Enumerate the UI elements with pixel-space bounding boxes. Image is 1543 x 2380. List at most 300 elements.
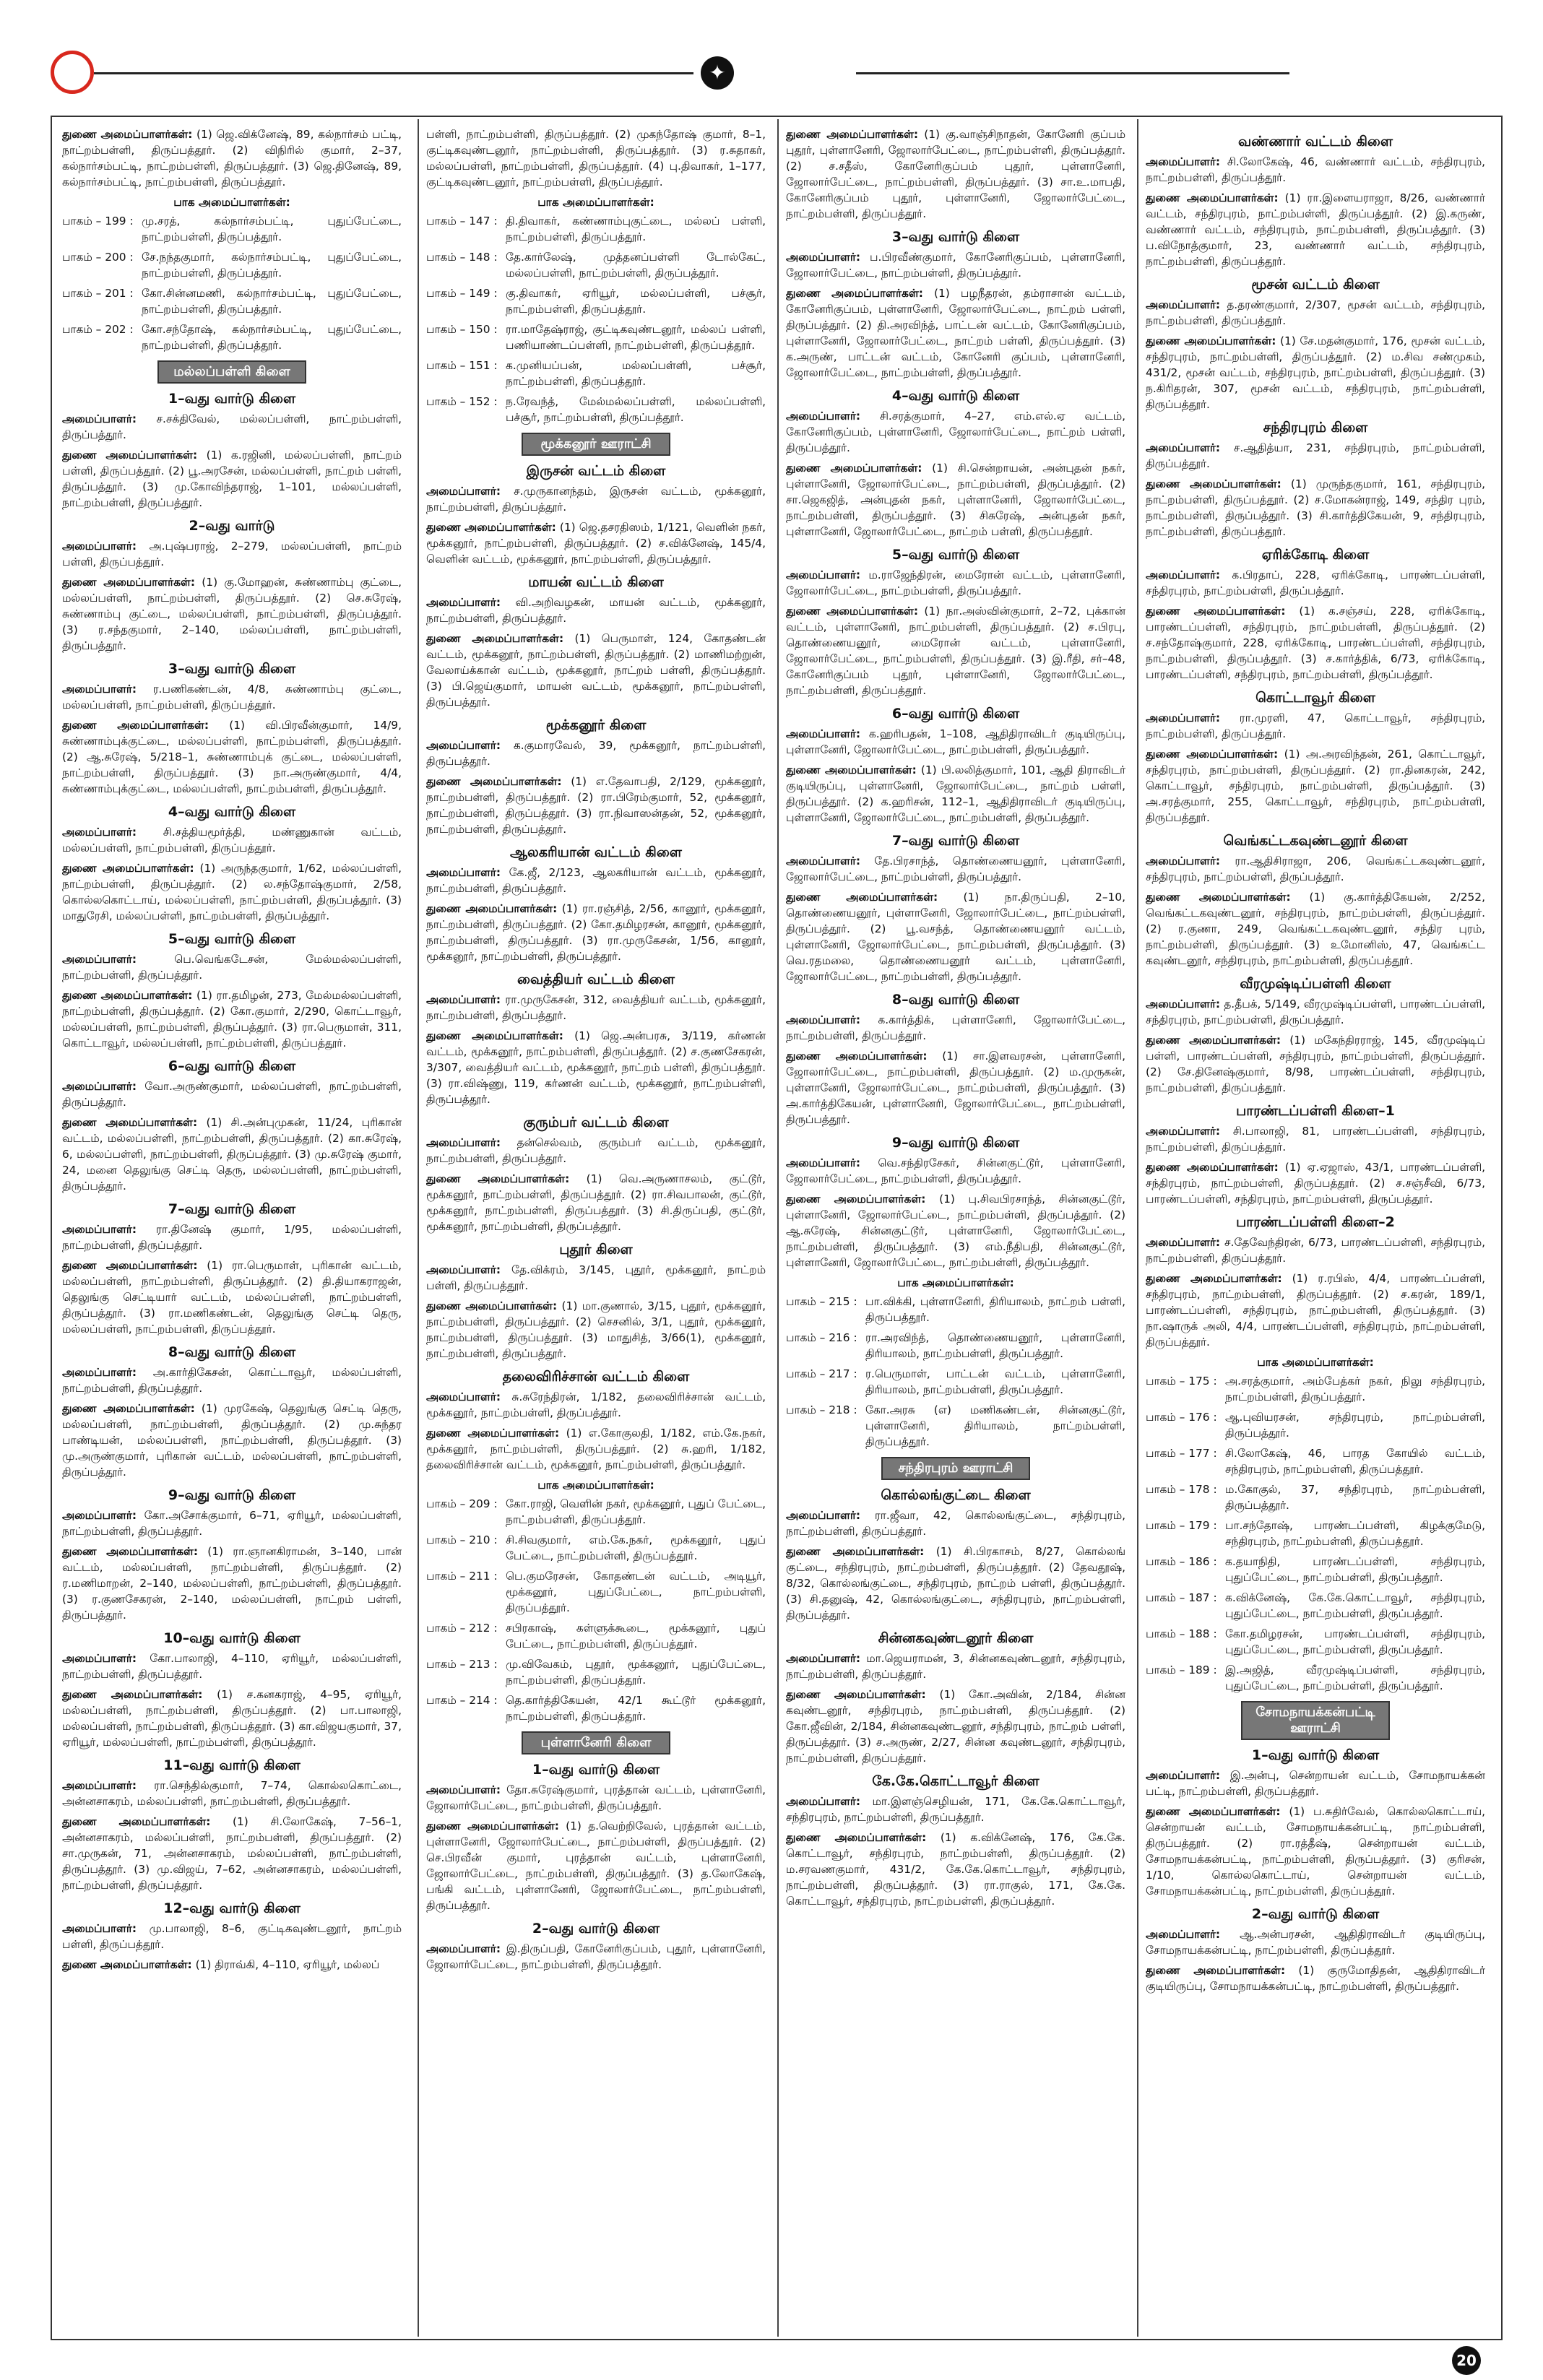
role-label: துணை அமைப்பாளர்கள்: [786,128,919,141]
member-entry [786,1012,1125,1044]
part-row [62,285,402,317]
role-label: துணை அமைப்பாளர்கள்: [1146,605,1286,618]
branch-heading: மூக்கனூர் கிளை [545,717,647,733]
member-entry [1146,567,1485,599]
role-label: துணை அமைப்பாளர்கள்: [62,989,193,1002]
part-number: பாகம் – 212 : [426,1622,498,1635]
branch-heading: 11–வது வார்டு கிளை [163,1757,301,1773]
branch-heading: பாரண்டப்பள்ளி கிளை–1 [1236,1103,1395,1119]
role-label: துணை அமைப்பாளர்கள்: [62,128,193,141]
branch-heading: கொட்டாவூர் கிளை [1255,690,1375,706]
role-label: அமைப்பாளர்: [1146,711,1221,724]
part-row [426,1568,766,1616]
member-entry [1146,1271,1485,1350]
masthead-rule-right [856,72,1289,74]
branch-heading: 3–வது வார்டு கிளை [168,661,296,677]
part-text: பா.விக்கி, புள்ளானேரி, திரியாலம், நாட்றம் பள்ளி, திருப்பத்தூர். [865,1295,1125,1324]
role-label: அமைப்பாளர்: [1146,1769,1221,1782]
member-entry [62,1687,402,1750]
part-text: சி.லோகேஷ், 46, பாரத கோயில் வட்டம், சந்திரபுரம், நாட்றம்பள்ளி, திருப்பத்தூர். [1225,1447,1485,1476]
part-text: அ.சரத்குமார், அம்பேத்கர் நகர், நிலு சந்திரபுரம், நாட்றம்பள்ளி, திருப்பத்தூர். [1225,1375,1485,1403]
entry-text: தே.பிரசாந்த், தொண்ணையனூர், புள்ளானேரி, ஜோலார்பேட்டை, நாட்றம்பள்ளி, திருப்பத்தூர். [786,854,1125,883]
entry-text: (1) திராவ்கி, 4–110, ஏரியூர், மல்லப் [195,1958,380,1971]
role-label: துணை அமைப்பாளர்கள்: [786,1545,925,1558]
role-label: அமைப்பாளர்: [1146,1928,1221,1941]
role-label: அமைப்பாளர்: [786,1013,861,1026]
role-label: துணை அமைப்பாளர்கள்: [786,891,938,904]
role-label: அமைப்பாளர்: [786,1509,861,1522]
branch-heading: ஏரிக்கோடி கிளை [1261,547,1370,563]
part-number: பாகம் – 178 : [1146,1483,1217,1496]
member-entry [62,1544,402,1623]
entry-text: தே.விக்ரம், 3/145, புதூர், மூக்கனூர், நாட்றம் பள்ளி, திருப்பத்தூர். [426,1263,766,1292]
part-number: பாகம் – 177 : [1146,1447,1217,1460]
entry-text: (1) நா.திருப்பதி, 2–10, தொண்ணையனூர், புள்ளானேரி, ஜோலார்பேட்டை, நாட்றம்பள்ளி, திருப்பத்தூர். (2) பூ.வசந்த், தொண்ணையனூர் வட்டம், புள்ளானேரி, ஜோலார்பேட்டை, நாட்றம்பள்ளி, திருப்பத்தூர். (3) வெ.ரதமலை, தொண்ணையனூர் வட்டம், புள்ளானேரி, ஜோலார்பேட்டை, நாட்றம்பள்ளி, திருப்பத்தூர். [786,891,1125,983]
branch-heading: மாயன் வட்டம் கிளை [528,574,664,590]
member-entry [1146,1804,1485,1899]
entry-text: (1) கு.மோஹன், சுண்ணாம்பு குட்டை, மல்லப்பள்ளி, நாட்றம்பள்ளி, திருப்பத்தூர். (2) செ.சுரேஷ், சுண்ணாம்பு குட்டை, மல்லப்பள்ளி, நாட்றம்பள்ளி, திருப்பத்தூர். (3) ர.சந்தகுமார், 2–140, மல்லப்பள்ளி, நாட்றம்பள்ளி, திருப்பத்தூர். [62,576,402,652]
branch-heading: 5–வது வார்டு கிளை [168,931,296,947]
branch-heading: 2–வது வார்டு கிளை [1251,1906,1380,1922]
role-label: துணை அமைப்பாளர்கள்: [786,1193,926,1206]
role-label: துணை அமைப்பாளர்கள்: [786,763,917,776]
member-entry [426,865,766,896]
part-text: சே.நந்தகுமார், கல்நார்சம்பட்டி, புதுப்பேட்டை, நாட்றம்பள்ளி, திருப்பத்தூர். [142,251,402,280]
entry-text: த.தீபக், 5/149, வீரமுஷ்டிப்பள்ளி, பாரண்டப்பள்ளி, சந்திரபுரம், நாட்றம்பள்ளி, திருப்பத்தூர். [1146,998,1485,1026]
part-text: பெ.குமரேசன், கோதண்டன் வட்டம், அடியூர், மூக்கனூர், புதுப்பேட்டை, நாட்றம்பள்ளி, திருப்பத்தூர். [506,1570,766,1614]
branch-heading: குரும்பர் வட்டம் கிளை [523,1115,669,1130]
role-label: அமைப்பாளர்: [62,412,137,425]
member-entry [1146,1159,1485,1207]
entry-text: கே.ஜீ, 2/123, ஆலகரியான் வட்டம், மூக்கனூர், நாட்றம்பள்ளி, திருப்பத்தூர். [426,866,766,895]
entry-text: ச.தேவேந்திரன், 6/73, பாரண்டப்பள்ளி, சந்திரபுரம், நாட்றம்பள்ளி, திருப்பத்தூர். [1146,1236,1485,1265]
role-label: துணை அமைப்பாளர்கள்: [1146,1964,1286,1977]
entry-text: (1) ஜெ.விக்னேஷ், 89, கல்நார்சம் பட்டி, நாட்றம்பள்ளி, திருப்பத்தூர். (2) விநிரில் குமார், 2–37, கல்நார்சம்பட்டி, நாட்றம்பள்ளி, திருப்பத்தூர். (3) ஜெ.தினேஷ், 89, கல்நார்சம்பட்டி, நாட்றம்பள்ளி, திருப்பத்தூர். [62,128,402,189]
branch-heading: 9–வது வார்டு கிளை [168,1487,296,1503]
role-label: துணை அமைப்பாளர்கள்: [1146,334,1276,347]
role-label: அமைப்பாளர்: [786,410,861,423]
part-number: பாகம் – 151 : [426,359,498,372]
member-entry [62,1778,402,1809]
part-number: பாகம் – 188 : [1146,1627,1217,1640]
member-entry [426,594,766,626]
member-entry [786,1650,1125,1682]
part-number: பாகம் – 150 : [426,323,498,336]
part-text: ம.கோகுல், 37, சந்திரபுரம், நாட்றம்பள்ளி, திருப்பத்தூர். [1225,1483,1485,1512]
member-entry [426,1171,766,1234]
emblem-icon: ✦ [701,56,734,90]
entry-text: (1) க.ரஜினி, மல்லப்பள்ளி, நாட்றம் பள்ளி, திருப்பத்தூர். (2) பூ.அரசேன், மல்லப்பள்ளி, நாட்றம் பள்ளி, திருப்பத்தூர். (3) மு.கோவிந்தராஜ், 1–101, மல்லப்பள்ளி, நாட்றம்பள்ளி, திருப்பத்தூர். [62,449,402,509]
member-entry [1146,297,1485,329]
role-label: அமைப்பாளர்: [62,683,137,696]
section-banner: சந்திரபுரம் ஊராட்சி [881,1457,1030,1480]
member-entry [786,460,1125,540]
role-label: துணை அமைப்பாளர்கள்: [426,1172,570,1185]
role-label: அமைப்பாளர்: [62,1652,137,1665]
entry-text: வி.அறிவழகன், மாயன் வட்டம், மூக்கனூர், நாட்றம்பள்ளி, திருப்பத்தூர். [426,596,766,625]
part-number: பாகம் – 201 : [62,287,134,300]
member-entry [786,1155,1125,1187]
member-entry [786,1191,1125,1271]
member-entry [786,853,1125,885]
part-row [426,1620,766,1652]
role-label: அமைப்பாளர்: [786,727,861,740]
part-text: தே.கார்லேஷ், முத்தனப்பள்ளி டோல்கேட், மல்லப்பள்ளி, நாட்றம்பள்ளி, திருப்பத்தூர். [506,251,766,280]
role-label: அமைப்பாளர்: [426,1390,501,1403]
member-entry [62,860,402,924]
entry-text: வெ.சந்திரசேகர், சின்னகுட்டூர், புள்ளானேரி, ஜோலார்பேட்டை, நாட்றம்பள்ளி, திருப்பத்தூர். [786,1156,1125,1185]
member-entry [1146,476,1485,540]
member-entry [786,1687,1125,1766]
part-text: கோ.தமிழரசன், பாரண்டப்பள்ளி, சந்திரபுரம், புதுப்பேட்டை, நாட்றம்பள்ளி, திருப்பத்தூர். [1225,1627,1485,1656]
sub-heading: பாக அமைப்பாளர்கள்: [1257,1356,1374,1369]
entry-text: (1) முருந்தகுமார், 161, சந்திரபுரம், நாட்றம்பள்ளி, திருப்பத்தூர். (2) ச.மோகன்ராஜ், 149, சந்திர புரம், நாட்றம்பள்ளி, திருப்பத்தூர். (3) சி.கார்த்திகேயன், 9, சந்திரபுரம், நாட்றம்பள்ளி, திருப்பத்தூர். [1146,477,1485,538]
role-label: துணை அமைப்பாளர்கள்: [62,1116,198,1129]
role-label: அமைப்பாளர்: [62,1223,137,1236]
part-text: சபிரகாஷ், கள்ளுக்கூடை, மூக்கனூர், புதுப் பேட்டை, நாட்றம்பள்ளி, திருப்பத்தூர். [506,1622,766,1650]
part-text: தி.திவாகர், கண்ணாம்புகுட்டை, மல்லப் பள்ளி, நாட்றம்பள்ளி, திருப்பத்தூர். [506,215,766,243]
member-entry [62,1364,402,1396]
role-label: அமைப்பாளர்: [62,540,137,553]
entry-text: அ.புஷ்பராஜ், 2–279, மல்லப்பள்ளி, நாட்றம் பள்ளி, திருப்பத்தூர். [62,540,402,568]
member-entry [426,1941,766,1973]
part-number: பாகம் – 149 : [426,287,498,300]
branch-heading: கே.கே.கொட்டாவூர் கிளை [872,1773,1040,1789]
role-label: அமைப்பாளர்: [786,1156,861,1169]
role-label: துணை அமைப்பாளர்கள்: [62,1402,195,1415]
role-label: துணை அமைப்பாளர்கள்: [62,576,196,589]
sub-heading: பாக அமைப்பாளர்கள்: [897,1276,1014,1289]
section-banner: மூக்கனூர் ஊராட்சி [522,433,670,456]
role-label: துணை அமைப்பாளர்கள்: [426,902,558,915]
entry-text: க.கார்த்திக், புள்ளானேரி, ஜோலார்பேட்டை, நாட்றம்பள்ளி, திருப்பத்தூர். [786,1013,1125,1042]
entry-text: (1) பி.லலித்குமார், 101, ஆதி திராவிடர் குடியிருப்பு, புள்ளானேரி, ஜோலார்பேட்டை, நாட்றம் பள்ளி, திருப்பத்தூர். (2) க.ஹரிசன், 112–1, ஆதிதிராவிடர் குடியிருப்பு, புள்ளானேரி, ஜோலார்பேட்டை, நாட்றம்பள்ளி, திருப்பத்தூர். [786,763,1125,824]
member-entry [786,126,1125,222]
column-1 [62,126,402,2329]
entry-text: (1) ரா.பெருமாள், புரிகான் வட்டம், மல்லப்பள்ளி, நாட்றம்பள்ளி, திருப்பத்தூர். (2) தி.தியாகராஜன், தெலுங்கு செட்டியார் வட்டம், மல்லப்பள்ளி, நாட்றம்பள்ளி, திருப்பத்தூர். (3) ரா.மணிகண்டன், தெலுங்கு செட்டி தெரு, மல்லப்பள்ளி, நாட்றம்பள்ளி, திருப்பத்தூர். [62,1259,402,1336]
entry-text: (1) சி.அன்புமுகன், 11/24, புரிகான் வட்டம், மல்லப்பள்ளி, நாட்றம்பள்ளி, திருப்பத்தூர். (2) கா.சுரேஷ், 6, மல்லப்பள்ளி, நாட்றம்பள்ளி, திருப்பத்தூர். (3) மு.சுரேஷ் குமார், 24, மனை தெலுங்கு செட்டி தெரு, மல்லப்பள்ளி, நாட்றம்பள்ளி, திருப்பத்தூர். [62,1116,402,1193]
role-label: துணை அமைப்பாளர்கள்: [786,605,919,618]
entry-text: ப.பிரவீண்குமார், கோனேரிகுப்பம், புள்ளானேரி, ஜோலார்பேட்டை, நாட்றம்பள்ளி, திருப்பத்தூர். [786,251,1125,280]
member-entry [786,762,1125,826]
part-number: பாகம் – 152 : [426,395,498,408]
entry-text: (1) கு.வாஞ்சிநாதன், கோனேரி குப்பம் புதூர், புள்ளானேரி, ஜோலார்பேட்டை, நாட்றம்பள்ளி, திருப்பத்தூர். (2) ச.சதீஸ், கோனேரிகுப்பம் புதூர், புள்ளானேரி, ஜோலார்பேட்டை, நாட்றம்பள்ளி, திருப்பத்தூர். (3) சா.உ.மாபதி, கோனேரிகுப்பம் புதூர், புள்ளானேரி, ஜோலார்பேட்டை, நாட்றம்பள்ளி, திருப்பத்தூர். [786,128,1125,220]
section-banner: சோமநாயக்கன்பட்டி ஊராட்சி [1241,1701,1390,1740]
entry-text: க.குமாரவேல், 39, மூக்கனூர், நாட்றம்பள்ளி, திருப்பத்தூர். [426,739,766,768]
part-row [1146,1590,1485,1622]
member-entry [62,1921,402,1952]
member-entry [62,126,402,190]
member-entry [1146,1767,1485,1799]
role-label: அமைப்பாளர்: [426,739,501,752]
role-label: அமைப்பாளர்: [426,1263,501,1276]
entry-text: (1) சி.சென்றாயன், அன்புதன் நகர், புள்ளானேரி, ஜோலார்பேட்டை, நாட்றம்பள்ளி, திருப்பத்தூர். (2) சா.ஜெகஜித், அன்புதன் நகர், புள்ளானேரி, ஜோலார்பேட்டை, நாட்றம்பள்ளி, திருப்பத்தூர். (3) சிசுரேஷ், அன்புதன் நகர், புள்ளானேரி, ஜோலார்பேட்டை, நாட்றம் பள்ளி, திருப்பத்தூர். [786,462,1125,538]
part-text: மு.சரத், கல்நார்சம்பட்டி, புதுப்பேட்டை, நாட்றம்பள்ளி, திருப்பத்தூர். [142,215,402,243]
sub-heading: பாக அமைப்பாளர்கள்: [537,1479,654,1492]
part-text: இ.அஜித், வீரமுஷ்டிப்பள்ளி, சந்திரபுரம், புதுப்பேட்டை, நாட்றம்பள்ளி, திருப்பத்தூர். [1225,1663,1485,1692]
member-entry [62,824,402,856]
branch-heading: 3–வது வார்டு கிளை [891,229,1020,245]
entry-text: (1) ப.சுதிர்வேல், கொல்லகொட்டாய், சென்றாயன் வட்டம், சோமநாயக்கன்பட்டி, நாட்றம்பள்ளி, திருப்பத்தூர். (2) ரா.ரத்தீஷ், சென்றாயன் வட்டம், சோமநாயக்கன்பட்டி, நாட்றம்பள்ளி, திருப்பத்தூர். (3) குரிசன், 1/10, கொல்லகொட்டாய், சென்றாயன் வட்டம், சோமநாயக்கன்பட்டி, நாட்றம்பள்ளி, திருப்பத்தூர். [1146,1805,1485,1897]
role-label: துணை அமைப்பாளர்கள்: [786,462,922,475]
role-label: அமைப்பாளர்: [426,1783,501,1796]
part-text: கோ.சின்னமணி, கல்நார்சம்பட்டி, புதுப்பேட்டை, நாட்றம்பள்ளி, திருப்பத்தூர். [142,287,402,316]
branch-heading: 6–வது வார்டு கிளை [168,1058,296,1074]
branch-heading: 2–வது வார்டு [189,518,275,534]
member-entry [1146,1926,1485,1958]
member-entry [426,1262,766,1294]
part-row [426,249,766,281]
part-text: கோ.ராஜி, வெளின் நகர், மூக்கனூர், புதுப் பேட்டை, நாட்றம்பள்ளி, திருப்பத்தூர். [506,1497,766,1526]
part-row [786,1402,1125,1450]
member-entry [426,901,766,964]
entry-text: (1) நா.அஸ்வின்குமார், 2–72, புக்கான் வட்டம், புள்ளானேரி, நாட்றம்பள்ளி, திருப்பத்தூர். (2) ச.பிரபு, தொண்ணையனூர், மைரோன் வட்டம், புள்ளானேரி, ஜோலார்பேட்டை, நாட்றம்பள்ளி, திருப்பத்தூர். (3) இ.ரீதி, சர்–48, கோனேரிகுப்பம் புதூர், புள்ளானேரி, ஜோலார்பேட்டை, நாட்றம்பள்ளி, திருப்பத்தூர். [786,605,1125,697]
role-label: துணை அமைப்பாளர்கள்: [62,719,209,732]
role-label: துணை அமைப்பாளர்கள்: [1146,1805,1281,1818]
entry-text: (1) க.விக்னேஷ், 176, கே.கே. கொட்டாவூர், சந்திரபுரம், நாட்றம்பள்ளி, திருப்பத்தூர். (2) ம.சரவணகுமார், 431/2, கே.கே.கொட்டாவூர், சந்திரபுரம், நாட்றம்பள்ளி, திருப்பத்தூர். (3) ரா.ராகுல், 171, கே.கே. கொட்டாவூர், சந்திரபுரம், நாட்றம்பள்ளி, திருப்பத்தூர். [786,1831,1125,1908]
entry-text: (1) குருமோதிதன், ஆதிதிராவிடர் குடியிருப்பு, சோமநாயக்கன்பட்டி, நாட்றம்பள்ளி, திருப்பத்தூர். [1146,1964,1485,1993]
entry-text: (1) ஜெ.தசரதிஸம், 1/121, வெளின் நகர், மூக்கனூர், நாட்றம்பள்ளி, திருப்பத்தூர். (2) ச.விக்னேஷ், 145/4, வெளின் வட்டம், மூக்கனூர், நாட்றம்பள்ளி, திருப்பத்தூர். [426,521,766,566]
part-text: க.தயாநிதி, பாரண்டப்பள்ளி, சந்திரபுரம், புதுப்பேட்டை, நாட்றம்பள்ளி, திருப்பத்தூர். [1225,1555,1485,1584]
part-number: பாகம் – 175 : [1146,1375,1217,1388]
member-entry [426,1135,766,1167]
role-label: துணை அமைப்பாளர்கள்: [426,521,556,534]
part-number: பாகம் – 214 : [426,1694,498,1707]
entry-text: அ.கார்திகேசன், கொட்டாவூர், மல்லப்பள்ளி, நாட்றம்பள்ளி, திருப்பத்தூர். [62,1366,402,1395]
member-entry [786,249,1125,281]
role-label: அமைப்பாளர்: [1146,854,1221,867]
role-label: அமைப்பாளர்: [786,1652,861,1665]
part-row [1146,1554,1485,1585]
part-number: பாகம் – 218 : [786,1403,857,1416]
role-label: துணை அமைப்பாளர்கள்: [786,1050,928,1063]
member-entry [1146,1032,1485,1096]
entry-text: (1) முரகேஷ், தெலுங்கு செட்டி தெரு, மல்லப்பள்ளி, நாட்றம்பள்ளி, திருப்பத்தூர். (2) மு.சுந்தர பாண்டியன், மல்லப்பள்ளி, நாட்றம்பள்ளி, திருப்பத்தூர். (3) மு.அருண்குமார், புரிகான் வட்டம், மல்லப்பள்ளி, நாட்றம்பள்ளி, திருப்பத்தூர். [62,1402,402,1479]
entry-text: (1) அருந்தகுமார், 1/62, மல்லப்பள்ளி, நாட்றம்பள்ளி, திருப்பத்தூர். (2) ல.சந்தோஷ்குமார், 2/58, கொல்லகொட்டாய், மல்லப்பள்ளி, நாட்றம்பள்ளி, திருப்பத்தூர். (3) மாதுரேசி, மல்லப்பள்ளி, நாட்றம்பள்ளி, திருப்பத்தூர். [62,862,402,922]
member-entry [426,992,766,1024]
part-number: பாகம் – 147 : [426,215,498,228]
entry-text: வோ.அருண்குமார், மல்லப்பள்ளி, நாட்றம்பள்ளி, திருப்பத்தூர். [62,1080,402,1109]
entry-text: ச.முருகானந்தம், இருசன் வட்டம், மூக்கனூர், நாட்றம்பள்ளி, திருப்பத்தூர். [426,485,766,514]
role-label: துணை அமைப்பாளர்கள்: [1146,1034,1281,1047]
branch-heading: கொல்லங்குட்டை கிளை [881,1487,1031,1503]
role-label: அமைப்பாளர்: [62,1366,137,1379]
member-entry [786,567,1125,599]
branch-heading: 8–வது வார்டு கிளை [168,1344,296,1360]
branch-heading: 4–வது வார்டு கிளை [168,804,296,820]
part-row [426,213,766,245]
branch-heading: மூசன் வட்டம் கிளை [1251,277,1380,293]
branch-heading: வண்ணார் வட்டம் கிளை [1237,134,1393,150]
part-text: ரா.மாதேஷ்ராஜ், குட்டிகவுண்டனூர், மல்லப் பள்ளி, பணியாண்டப்பள்ளி, நாட்றம்பள்ளி, திருப்பத்தூர். [506,323,766,352]
member-entry [1146,996,1485,1028]
part-number: பாகம் – 217 : [786,1367,857,1380]
role-label: அமைப்பாளர்: [426,485,501,498]
entry-text: (1) அ.அரவிந்தன், 261, கொட்டாவூர், சந்திரபுரம், நாட்றம்பள்ளி, திருப்பத்தூர். (2) ரா.தினகரன், 242, கொட்டாவூர், சந்திரபுரம், நாட்றம்பள்ளி, திருப்பத்தூர். (3) அ.சரத்குமார், 255, கொட்டாவூர், சந்திரபுரம், நாட்றம்பள்ளி, திருப்பத்தூர். [1146,748,1485,824]
column-divider [777,119,779,2337]
part-text: தெ.கார்த்திகேயன், 42/1 கூட்டூர் மூக்கனூர், நாட்றம்பள்ளி, திருப்பத்தூர். [506,1694,766,1723]
role-label: அமைப்பாளர்: [1146,298,1221,311]
entry-text: கோ.பாலாஜி, 4–110, ஏரியூர், மல்லப்பள்ளி, நாட்றம்பள்ளி, திருப்பத்தூர். [62,1652,402,1681]
part-number: பாகம் – 186 : [1146,1555,1217,1568]
page-number: 20 [1452,2346,1481,2375]
entry-text: (1) ஏ.ஏஜாஸ், 43/1, பாரண்டப்பள்ளி, சந்திரபுரம், நாட்றம்பள்ளி, திருப்பத்தூர். (2) ச.சஞ்சீவி, 6/73, பாரண்டப்பள்ளி, சந்திரபுரம், நாட்றம்பள்ளி, திருப்பத்தூர். [1146,1161,1485,1206]
part-number: பாகம் – 176 : [1146,1411,1217,1424]
member-entry [786,726,1125,758]
part-number: பாகம் – 213 : [426,1658,498,1671]
member-entry [62,574,402,654]
entry-text: சி.சரத்குமார், 4–27, எம்.எல்.ஏ வட்டம், கோனேரிகுப்பம், புள்ளானேரி, ஜோலார்பேட்டை, நாட்றம் பள்ளி, திருப்பத்தூர். [786,410,1125,454]
part-row [1146,1445,1485,1477]
entry-text: சி.பாலாஜி, 81, பாரண்டப்பள்ளி, சந்திரபுரம், நாட்றம்பள்ளி, திருப்பத்தூர். [1146,1125,1485,1154]
part-row [426,1656,766,1688]
member-entry [62,1507,402,1539]
masthead [51,51,1495,94]
sub-heading: பாக அமைப்பாளர்கள்: [173,196,290,209]
part-row [62,321,402,353]
part-row [426,1532,766,1564]
entry-text: ஆ.அன்பரசன், ஆதிதிராவிடர் குடியிருப்பு, சோமநாயக்கன்பட்டி, நாட்றம்பள்ளி, திருப்பத்தூர். [1146,1928,1485,1957]
entry-text: (1) சா.இளவரசன், புள்ளானேரி, ஜோலார்பேட்டை, நாட்றம்பள்ளி, திருப்பத்தூர். (2) ம.முருகன், புள்ளானேரி, ஜோலார்பேட்டை, நாட்றம்பள்ளி, திருப்பத்தூர். (3) அ.கார்த்திகேயன், புள்ளானேரி, ஜோலார்பேட்டை, நாட்றம்பள்ளி, திருப்பத்தூர். [786,1050,1125,1126]
part-number: பாகம் – 200 : [62,251,134,264]
entry-text: (1) எ.தேவாபதி, 2/129, மூக்கனூர், நாட்றம்பள்ளி, திருப்பத்தூர். (2) ரா.பிரேம்குமார், 52, மூக்கனூர், நாட்றம்பள்ளி, திருப்பத்தூர். (3) ரா.நிவாஸன்தன், 52, மூக்கனூர், நாட்றம்பள்ளி, திருப்பத்தூர். [426,775,766,836]
role-label: அமைப்பாளர்: [426,1942,501,1955]
member-entry [426,483,766,515]
entry-text: ச.சக்திவேல், மல்லப்பள்ளி, நாட்றம்பள்ளி, திருப்பத்தூர். [62,412,402,441]
part-number: பாகம் – 148 : [426,251,498,264]
role-label: அமைப்பாளர்: [426,596,501,609]
part-row [1146,1373,1485,1405]
role-label: துணை அமைப்பாளர்கள்: [62,1815,211,1828]
entry-text: (1) ரா.இளையராஜா, 8/26, வண்ணார் வட்டம், சந்திரபுரம், நாட்றம்பள்ளி, திருப்பத்தூர். (2) இ.கருண், வண்ணார் வட்டம், சந்திரபுரம், நாட்றம்பள்ளி, திருப்பத்தூர். (3) ப.விநோத்குமார், 23, வண்ணார் வட்டம், சந்திரபுரம், நாட்றம்பள்ளி, திருப்பத்தூர். [1146,191,1485,268]
member-entry [786,408,1125,456]
branch-heading: 1–வது வார்டு கிளை [168,391,296,407]
member-entry [1146,746,1485,826]
part-row [1146,1409,1485,1441]
column-divider [1137,119,1138,2337]
part-row [426,358,766,389]
entry-text: கோ.அசோக்குமார், 6–71, ஏரியூர், மல்லப்பள்ளி, நாட்றம்பள்ளி, திருப்பத்தூர். [62,1509,402,1538]
member-entry [62,1078,402,1110]
entry-text: சி.லோகேஷ், 46, வண்ணார் வட்டம், சந்திரபுரம், நாட்றம்பள்ளி, திருப்பத்தூர். [1146,155,1485,184]
entry-text: (1) பு.சிவபிரசாந்த், சின்னகுட்டூர், புள்ளானேரி, ஜோலார்பேட்டை, நாட்றம்பள்ளி, திருப்பத்தூர். (2) ஆ.சுரேஷ், சின்னகுட்டூர், புள்ளானேரி, ஜோலார்பேட்டை, நாட்றம்பள்ளி, திருப்பத்தூர். (3) எம்.நீதிபதி, சின்னகுட்டூர், புள்ளானேரி, ஜோலார்பேட்டை, நாட்றம்பள்ளி, திருப்பத்தூர். [786,1193,1125,1269]
branch-heading: 9–வது வார்டு கிளை [891,1135,1020,1151]
entry-text: (1) எ.கோகுலதி, 1/182, எம்.கே.நகர், மூக்கனூர், நாட்றம்பள்ளி, திருப்பத்தூர். (2) சு.ஹரி, 1/182, தலைவிரிச்சான் வட்டம், மூக்கனூர், நாட்றம்பள்ளி, திருப்பத்தூர். [426,1427,766,1471]
entry-text: ரா.ஆதிசிராஜா, 206, வெங்கட்டகவுண்டனூர், சந்திரபுரம், நாட்றம்பள்ளி, திருப்பத்தூர். [1146,854,1485,883]
role-label: அமைப்பாளர்: [426,993,501,1006]
part-number: பாகம் – 211 : [426,1570,498,1583]
part-text: சி.சிவகுமார், எம்.கே.நகர், மூக்கனூர், புதுப் பேட்டை, நாட்றம்பள்ளி, திருப்பத்தூர். [506,1533,766,1562]
member-entry [62,1650,402,1682]
branch-heading: 4–வது வார்டு கிளை [891,388,1020,404]
column-2 [426,126,766,2329]
member-entry [62,1115,402,1194]
branch-heading: இருசன் வட்டம் கிளை [526,463,666,479]
member-entry [62,1957,402,1973]
member-entry [62,411,402,443]
member-entry [62,447,402,511]
member-entry [62,987,402,1051]
member-entry [62,717,402,797]
part-row [1146,1481,1485,1513]
part-row [1146,1626,1485,1658]
entry-text: மா.இளஞ்செழியன், 171, கே.கே.கொட்டாவூர், சந்திரபுரம், நாட்றம்பள்ளி, திருப்பத்தூர். [786,1795,1125,1824]
entry-text: தோ.சுரேஷ்குமார், புரத்தான் வட்டம், புள்ளானேரி, ஜோலார்பேட்டை, நாட்றம்பள்ளி, திருப்பத்தூர். [426,1783,766,1812]
member-entry [1146,190,1485,269]
member-entry [1146,889,1485,969]
member-entry [426,126,766,190]
member-entry [786,1048,1125,1128]
member-entry [426,774,766,837]
branch-heading: சின்னகவுண்டனூர் கிளை [878,1630,1034,1646]
role-label: துணை அமைப்பாளர்கள்: [1146,1161,1279,1174]
entry-text: பெ.வெங்கடேசன், மேல்மல்லப்பள்ளி, நாட்றம்பள்ளி, திருப்பத்தூர். [62,953,402,982]
role-label: துணை அமைப்பாளர்கள்: [62,862,194,875]
branch-heading: 5–வது வார்டு கிளை [891,547,1020,563]
role-label: துணை அமைப்பாளர்கள்: [62,1688,203,1701]
column-divider [418,119,419,2337]
branch-heading: 7–வது வார்டு கிளை [168,1201,296,1217]
logo-circle-icon [51,51,94,94]
part-text: க.விக்னேஷ், கே.கே.கொட்டாவூர், சந்திரபுரம், புதுப்பேட்டை, நாட்றம்பள்ளி, திருப்பத்தூர். [1225,1591,1485,1620]
role-label: துணை அமைப்பாளர்கள்: [426,1299,558,1312]
member-entry [1146,603,1485,683]
part-row [426,285,766,317]
member-entry [62,951,402,983]
part-text: கோ.சந்தோஷ், கல்நார்சம்பட்டி, புதுப்பேட்டை, நாட்றம்பள்ளி, திருப்பத்தூர். [142,323,402,352]
role-label: துணை அமைப்பாளர்கள்: [426,775,562,788]
entry-text: (1) த.வெற்றிவேல், புரத்தான் வட்டம், புள்ளானேரி, ஜோலார்பேட்டை, நாட்றம்பள்ளி, திருப்பத்தூர். (2) செ.பிரவீன் குமார், புரத்தான் வட்டம், புள்ளானேரி, ஜோலார்பேட்டை, நாட்றம்பள்ளி, திருப்பத்தூர். (3) த.லோகேஷ், பங்கி வட்டம், புள்ளானேரி, ஜோலார்பேட்டை, நாட்றம்பள்ளி, திருப்பத்தூர். [426,1819,766,1912]
role-label: அமைப்பாளர்: [786,1795,861,1808]
member-entry [62,1221,402,1253]
member-entry [426,737,766,769]
role-label: துணை அமைப்பாளர்கள்: [1146,891,1291,904]
part-row [786,1330,1125,1362]
part-number: பாகம் – 199 : [62,215,134,228]
member-entry [62,1258,402,1337]
role-label: துணை அமைப்பாளர்கள்: [426,1819,559,1832]
entry-text: மு.பாலாஜி, 8–6, குட்டிகவுண்டனூர், நாட்றம் பள்ளி, திருப்பத்தூர். [62,1922,402,1951]
entry-text: (1) கு.கார்த்திகேயன், 2/252, வெங்கட்டகவுண்டனூர், சந்திரபுரம், நாட்றம்பள்ளி, திருப்பத்தூர். (2) ர.குணா, 249, வெங்கட்டகவுண்டனூர், சந்திர புரம், நாட்றம்பள்ளி, திருப்பத்தூர். (3) உமோனிஸ், 47, வெங்கட்ட கவுண்டனூர், சந்திரபுரம், நாட்றம்பள்ளி, திருப்பத்தூர். [1146,891,1485,967]
role-label: அமைப்பாளர்: [62,1509,137,1522]
member-entry [1146,853,1485,885]
part-row [426,321,766,353]
entry-text: (1) சே.மதன்குமார், 176, மூசன் வட்டம், சந்திரபுரம், நாட்றம்பள்ளி, திருப்பத்தூர். (2) ம.சிவ சண்முகம், 431/2, மூசன் வட்டம், சந்திரபுரம், நாட்றம்பள்ளி, திருப்பத்தூர். (3) ந.கிரிதரன், 307, மூசன் வட்டம், சந்திரபுரம், நாட்றம்பள்ளி, திருப்பத்தூர். [1146,334,1485,411]
role-label: துணை அமைப்பாளர்கள்: [1146,748,1279,761]
role-label: அமைப்பாளர்: [1146,998,1221,1011]
role-label: அமைப்பாளர்: [62,1779,137,1792]
member-entry [426,519,766,567]
entry-text: ர.பணிகண்டன், 4/8, சுண்ணாம்பு குட்டை, மல்லப்பள்ளி, நாட்றம்பள்ளி, திருப்பத்தூர். [62,683,402,711]
entry-text: (1) மகேந்திரராஜ், 145, வீரமுஷ்டிப் பள்ளி, பாரண்டப்பள்ளி, சந்திரபுரம், நாட்றம்பள்ளி, திருப்பத்தூர். (2) சே.தினேஷ்குமார், 8/98, பாரண்டப்பள்ளி, சந்திரபுரம், நாட்றம்பள்ளி, திருப்பத்தூர். [1146,1034,1485,1094]
branch-heading: ஆலகரியான் வட்டம் கிளை [510,844,682,860]
entry-text: (1) பெருமாள், 124, கோதண்டன் வட்டம், மூக்கனூர், நாட்றம்பள்ளி, திருப்பத்தூர். (2) மாணிமற்றுன், வேலாய்க்கான் வட்டம், மூக்கனூர், நாட்றம் பள்ளி, திருப்பத்தூர். (3) பி.ஜெய்குமார், மாயன் வட்டம், மூக்கனூர், நாட்றம்பள்ளி, திருப்பத்தூர். [426,632,766,709]
branch-heading: 1–வது வார்டு கிளை [532,1762,660,1778]
part-row [426,1692,766,1724]
entry-text: (1) பழநீதரன், தம்ராசான் வட்டம், கோனேரிகுப்பம், புள்ளானேரி, ஜோலார்பேட்டை, நாட்றம் பள்ளி, திருப்பத்தூர். (2) தி.அரவிந்த், பாட்டன் வட்டம், கோனேரிகுப்பம், புள்ளானேரி, ஜோலார்பேட்டை, நாட்றம் பள்ளி, திருப்பத்தூர். (3) க.அருண், பாட்டன் வட்டம், கோனேரி குப்பம், புள்ளானேரி, ஜோலார்பேட்டை, நாட்றம்பள்ளி, திருப்பத்தூர். [786,287,1125,379]
column-4 [1146,126,1485,2329]
branch-heading: பாரண்டப்பள்ளி கிளை–2 [1236,1214,1395,1230]
part-text: ரா.அரவிந்த், தொண்ணையனூர், புள்ளானேரி, திரியாலம், நாட்றம்பள்ளி, திருப்பத்தூர். [865,1331,1125,1360]
role-label: அமைப்பாளர்: [786,251,861,264]
member-entry [426,1028,766,1107]
branch-heading: வெங்கட்டகவுண்டனூர் கிளை [1223,833,1408,849]
part-number: பாகம் – 179 : [1146,1519,1217,1532]
entry-text: (1) ச.கனகராஜ், 4–95, ஏரியூர், மல்லப்பள்ளி, நாட்றம்பள்ளி, திருப்பத்தூர். (2) பா.பாலாஜி, மல்லப்பள்ளி, நாட்றம்பள்ளி, திருப்பத்தூர். (3) கா.விஜயகுமார், 37, ஏரியூர், மல்லப்பள்ளி, நாட்றம்பள்ளி, திருப்பத்தூர். [62,1688,402,1749]
part-text: கு.திவாகர், ஏரியூர், மல்லப்பள்ளி, பச்சூர், நாட்றம்பள்ளி, திருப்பத்தூர். [506,287,766,316]
entry-text: ம.ராஜேந்திரன், மைரோன் வட்டம், புள்ளானேரி, ஜோலார்பேட்டை, நாட்றம்பள்ளி, திருப்பத்தூர். [786,568,1125,597]
entry-text: சு.சுரேந்திரன், 1/182, தலைவிரிச்சான் வட்டம், மூக்கனூர், நாட்றம்பள்ளி, திருப்பத்தூர். [426,1390,766,1419]
